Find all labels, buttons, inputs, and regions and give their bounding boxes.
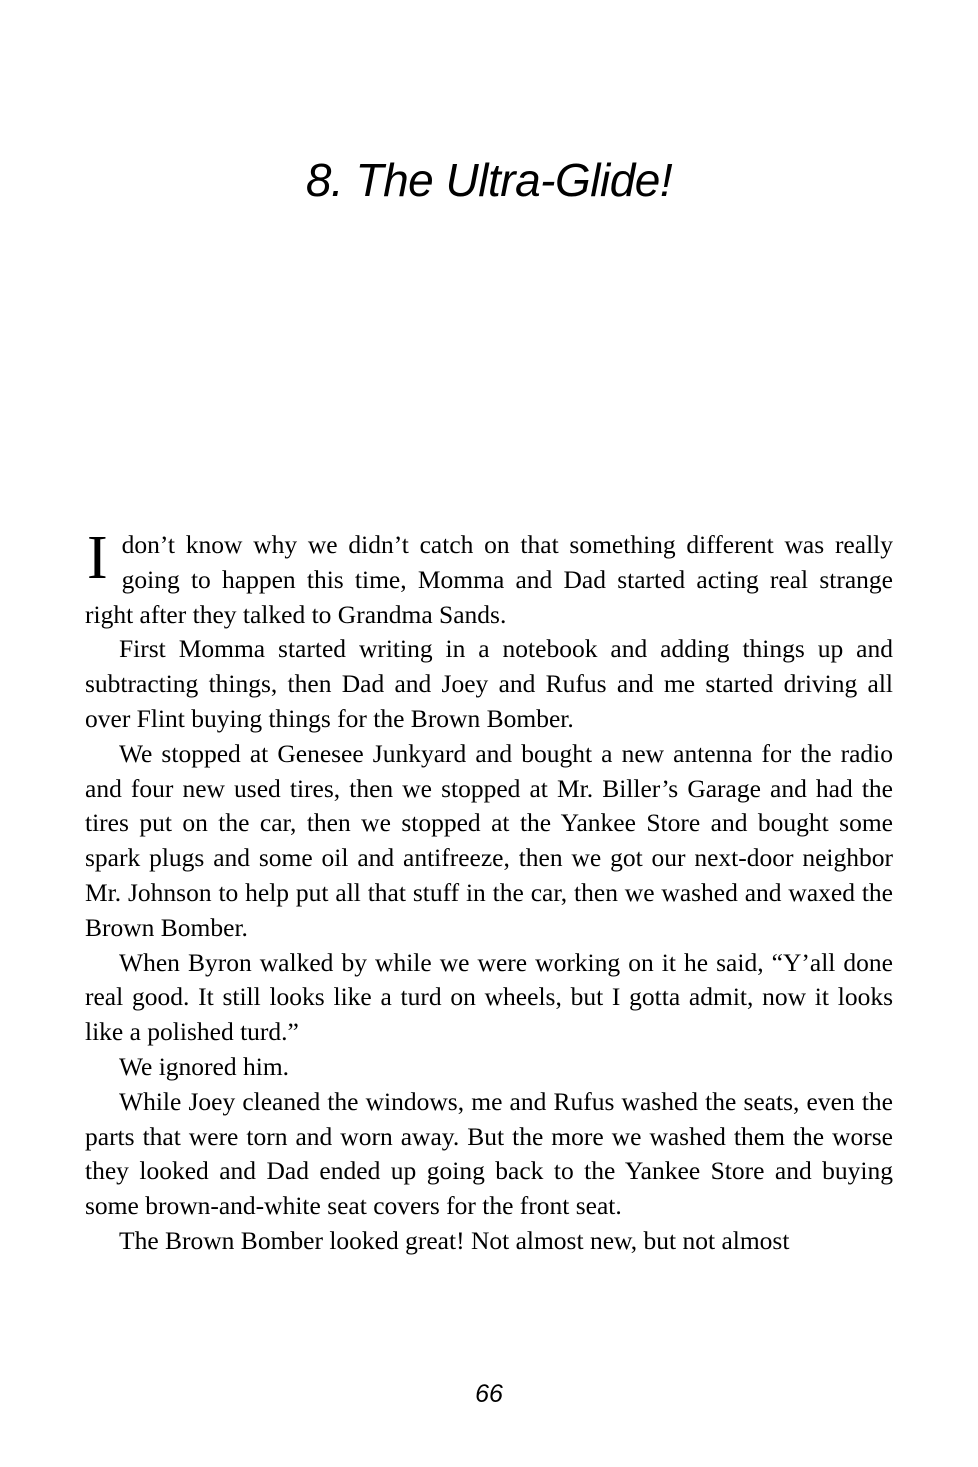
chapter-title: 8. The Ultra-Glide! — [305, 153, 673, 206]
paragraph-1 — [85, 524, 893, 632]
paragraph-1-text: don’t know why we didn’t catch on that something different was really going to happen this time, Momma and Dad started acting real strange right after they talked to Grandma Sands. — [85, 530, 893, 629]
body-text — [85, 524, 893, 1259]
paragraph-6: While Joey cleaned the windows, me and Rufus washed the seats, even the parts that were torn and worn away. But the more we washed them the worse they looked and Dad ended up going back to the Yankee Store and buying some brown-and-white seat covers for the front seat. — [85, 1086, 893, 1221]
paragraph-5: We ignored him. — [119, 1051, 290, 1081]
page-number: 66 — [475, 1380, 503, 1408]
paragraph-7: The Brown Bomber looked great! Not almost new, but not almost — [119, 1225, 790, 1255]
paragraph-4: When Byron walked by while we were working on it he said, “Y’all done real good. It still looks like a turd on wheels, but I gotta admit, now it looks like a polished turd.” — [85, 947, 893, 1047]
paragraph-2: First Momma started writing in a notebook and adding things up and subtracting things, then Dad and Joey and Rufus and me started driving all over Flint buying things for the Brown Bomber. — [85, 634, 893, 733]
paragraph-3: We stopped at Genesee Junkyard and bought a new antenna for the radio and four new used tires, then we stopped at Mr. Biller’s Garage and had the tires put on the car, then we stopped at the Yankee Store and bought some spark plugs and some oil and antifreeze, then we got our next-door neighbor Mr. Johnson to help put all that stuff in the car, then we washed and waxed the Brown Bomber. — [85, 738, 893, 942]
drop-cap: I — [87, 524, 108, 592]
